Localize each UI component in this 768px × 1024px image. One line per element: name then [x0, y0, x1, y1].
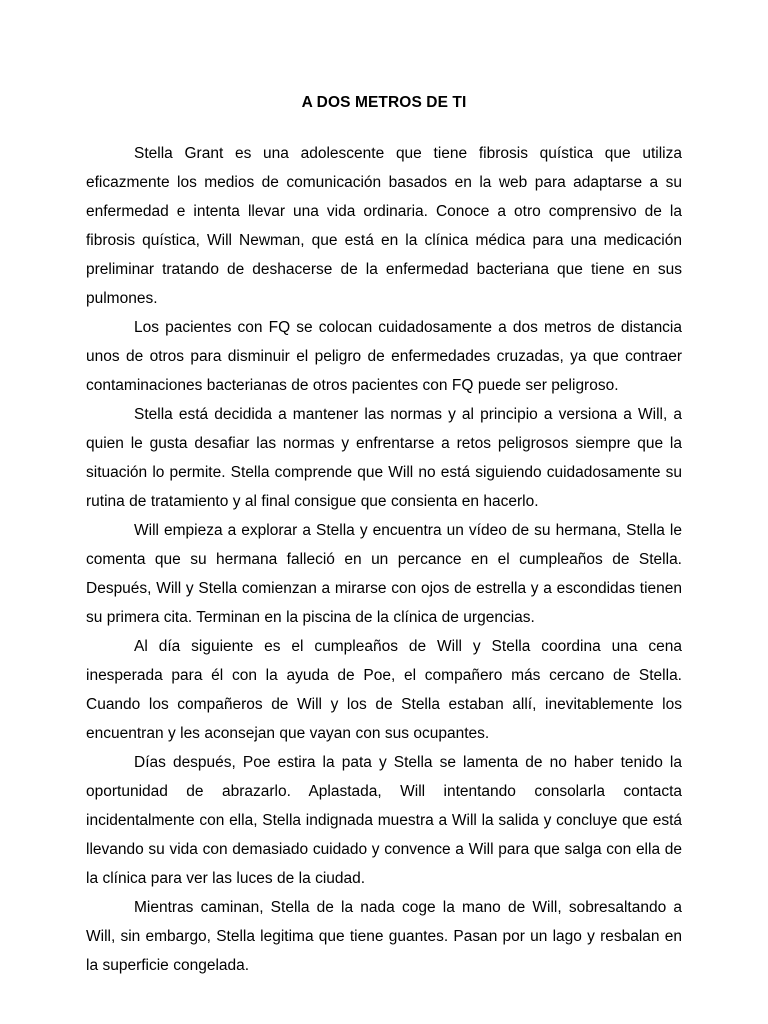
paragraph-2: Los pacientes con FQ se colocan cuidadosamente a dos metros de distancia unos de otros para disminuir el peligro de enfermedades cruzadas, ya que contraer contaminaciones bacterianas de otros pacientes con FQ puede ser peligroso.	[86, 319, 682, 394]
paragraph-4: Will empieza a explorar a Stella y encuentra un vídeo de su hermana, Stella le comenta que su hermana falleció en un percance en el cumpleaños de Stella. Después, Will y Stella comienzan a mirarse con ojos de estrella y a escondidas tienen su primera cita. Terminan en la piscina de la clínica de urgencias.	[86, 522, 682, 626]
paragraph-6: Días después, Poe estira la pata y Stella se lamenta de no haber tenido la oportunidad de abrazarlo. Aplastada, Will intentando consolarla contacta incidentalmente con ella, Stella indignada muestra a Will la salida y concluye que está llevando su vida con demasiado cuidado y convence a Will para que salga con ella de la clínica para ver las luces de la ciudad.	[86, 754, 682, 887]
paragraph-3: Stella está decidida a mantener las normas y al principio a versiona a Will, a quien le gusta desafiar las normas y enfrentarse a retos peligrosos siempre que la situación lo permite. Stella comprende que Will no está siguiendo cuidadosamente su rutina de tratamiento y al final consigue que consienta en hacerlo.	[86, 406, 682, 510]
paragraph-1: Stella Grant es una adolescente que tiene fibrosis quística que utiliza eficazmente los medios de comunicación basados en la web para adaptarse a su enfermedad e intenta llevar una vida ordinaria. Conoce a otro comprensivo de la fibrosis quística, Will Newman, que está en la clínica médica para una medicación preliminar tratando de deshacerse de la enfermedad bacteriana que tiene en sus pulmones.	[86, 145, 682, 307]
paragraph-5: Al día siguiente es el cumpleaños de Will y Stella coordina una cena inesperada para él con la ayuda de Poe, el compañero más cercano de Stella. Cuando los compañeros de Will y los de Stella estaban allí, inevitablemente los encuentran y les aconsejan que vayan con sus ocupantes.	[86, 638, 682, 742]
document-text-column	[86, 88, 682, 980]
paragraph-7: Mientras caminan, Stella de la nada coge la mano de Will, sobresaltando a Will, sin embargo, Stella legitima que tiene guantes. Pasan por un lago y resbalan en la superficie congelada.	[86, 899, 682, 974]
title-spacer	[86, 117, 682, 139]
document-title: A DOS METROS DE TI	[301, 94, 467, 111]
